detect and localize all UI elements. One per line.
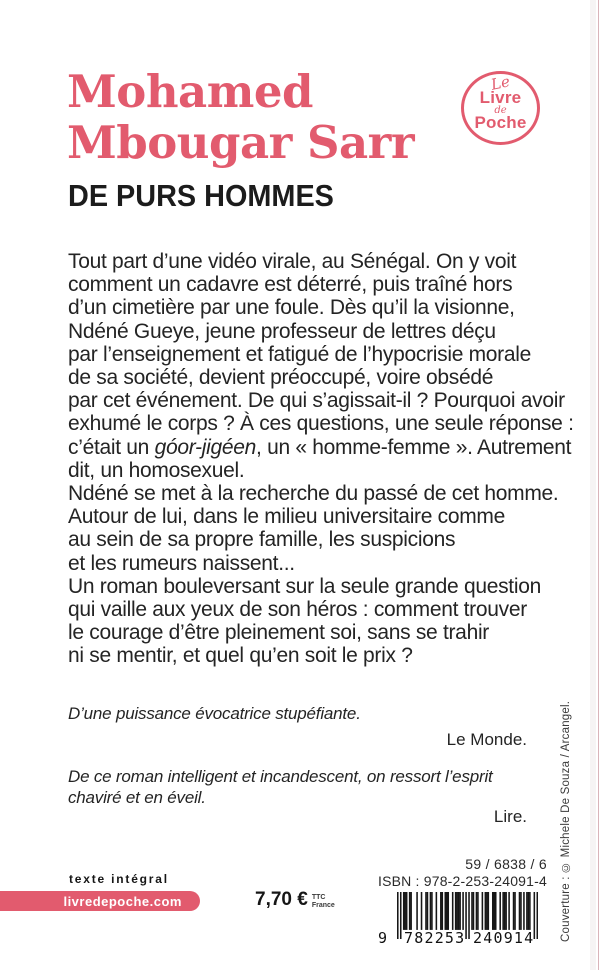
price <box>255 889 335 911</box>
quote-line: D’une puissance évocatrice stupéfiante. <box>68 704 361 723</box>
price-value: 7,70 € <box>255 889 308 910</box>
barcode-digits-left: 782253 <box>404 929 466 947</box>
body-line: dit, un homosexuel. <box>68 458 245 482</box>
logo-word-de: de <box>494 105 507 116</box>
body-line: Tout part d’une vidéo virale, au Sénégal. On y voit <box>68 250 517 273</box>
body-line: c’était un góor-jigéen, un « homme-femme ». Autrement <box>68 435 572 459</box>
quote-line: chaviré et en éveil. <box>68 788 206 807</box>
cover-credit: Couverture : © Michele De Souza / Arcangel. <box>560 700 572 942</box>
book-title: DE PURS HOMMES <box>68 178 334 213</box>
body-line: qui vaille aux yeux de son héros : comment trouver <box>68 598 527 622</box>
logo-word-le: Le <box>489 72 512 94</box>
page-edge-line <box>598 0 600 970</box>
body-line: de sa société, devient préoccupé, voire obsédé <box>68 366 494 390</box>
author-first-name: Mohamed <box>67 65 313 118</box>
livre-de-poche-logo <box>461 71 540 145</box>
author-last-name: Mbougar Sarr <box>67 116 415 169</box>
barcode-digit-first: 9 <box>378 929 388 947</box>
body-line: Ndéné Gueye, jeune professeur de lettres déçu <box>68 319 496 343</box>
body-line: Un roman bouleversant sur la seule grande question <box>68 574 541 598</box>
website-url: livredepoche.com <box>63 893 182 909</box>
price-tax-note: TTC France <box>311 894 335 909</box>
author-name <box>67 66 414 168</box>
body-line: par l’enseignement et fatigué de l’hypocrisie morale <box>68 342 532 366</box>
body-line: et les rumeurs naissent... <box>68 551 295 575</box>
press-quote-lire <box>68 766 493 808</box>
body-line: le courage d’être pleinement soi, sans se trahir <box>68 621 490 645</box>
barcode-digits-right: 240914 <box>473 929 535 947</box>
press-quote-le-monde <box>68 703 361 724</box>
quote-line: De ce roman intelligent et incandescent, on ressort l’esprit <box>68 767 493 786</box>
body-line: comment un cadavre est déterré, puis traîné hors <box>68 273 513 297</box>
isbn: ISBN : 978-2-253-24091-4 <box>377 873 547 889</box>
press-source-lire: Lire. <box>493 807 527 826</box>
body-line: au sein de sa propre famille, les suspicions <box>68 528 456 552</box>
website-banner <box>0 891 200 911</box>
logo-word-livre: Livre <box>479 88 522 107</box>
print-code: 59 / 6838 / 6 <box>465 856 547 872</box>
page-edge-shadow <box>590 0 596 970</box>
body-line: exhumé le corps ? À ces questions, une seule réponse : <box>68 412 574 436</box>
texte-integral-label: texte intégral <box>69 872 169 886</box>
logo-word-poche: Poche <box>474 113 527 132</box>
body-line: Ndéné se met à la recherche du passé de cet homme. <box>68 482 559 506</box>
body-line: ni se mentir, et quel qu’en soit le prix ? <box>68 644 413 668</box>
body-line: par cet événement. De qui s’agissait-il ? Pourquoi avoir <box>68 389 565 413</box>
synopsis <box>68 250 574 668</box>
body-line: d’un cimetière par une foule. Dès qu’il la visionne, <box>68 296 515 320</box>
press-source-le-monde: Le Monde. <box>446 730 527 749</box>
body-line: Autour de lui, dans le milieu universitaire comme <box>68 505 506 529</box>
